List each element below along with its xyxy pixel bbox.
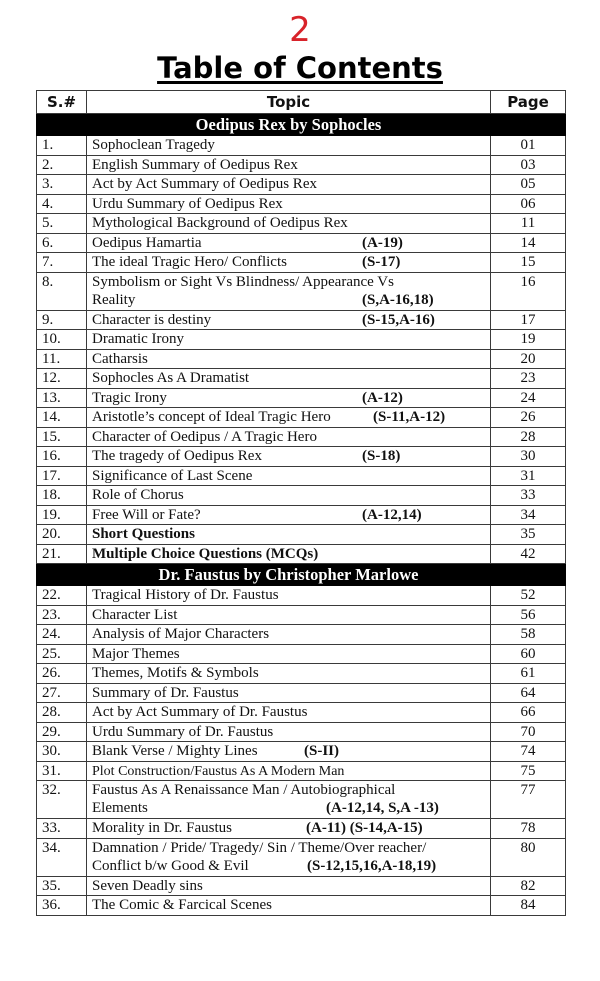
row-topic — [87, 175, 491, 195]
toc-row — [37, 233, 566, 253]
row-number: 13. — [37, 388, 87, 408]
topic-line — [92, 545, 490, 563]
row-number: 19. — [37, 505, 87, 525]
exam-tag: (A-19) — [362, 234, 403, 251]
topic-line — [92, 839, 490, 857]
row-page: 24 — [491, 388, 566, 408]
topic-line — [92, 525, 490, 543]
row-topic — [87, 214, 491, 234]
topic-line — [92, 467, 490, 485]
row-page: 15 — [491, 253, 566, 273]
row-topic — [87, 194, 491, 214]
row-number: 11. — [37, 349, 87, 369]
row-page: 52 — [491, 586, 566, 606]
topic-text: Plot Construction/Faustus As A Modern Man — [92, 763, 345, 779]
row-number: 4. — [37, 194, 87, 214]
toc-row — [37, 388, 566, 408]
topic-line — [92, 606, 490, 624]
toc-row — [37, 175, 566, 195]
toc-row — [37, 742, 566, 762]
row-number: 7. — [37, 253, 87, 273]
topic-text: Oedipus Hamartia — [92, 234, 202, 251]
row-number: 29. — [37, 722, 87, 742]
row-page: 77 — [491, 781, 566, 819]
header-row — [37, 91, 566, 114]
topic-text: Faustus As A Renaissance Man / Autobiographical — [92, 782, 396, 798]
toc-row — [37, 703, 566, 723]
topic-text: The ideal Tragic Hero/ Conflicts — [92, 254, 287, 270]
topic-text: Short Questions — [92, 526, 195, 542]
toc-row — [37, 896, 566, 916]
row-page: 78 — [491, 819, 566, 839]
row-topic — [87, 896, 491, 916]
row-topic — [87, 703, 491, 723]
row-topic — [87, 272, 491, 310]
row-number: 15. — [37, 427, 87, 447]
toc-row — [37, 466, 566, 486]
row-number: 1. — [37, 136, 87, 156]
row-topic — [87, 605, 491, 625]
row-topic — [87, 505, 491, 525]
row-topic — [87, 486, 491, 506]
topic-line — [92, 273, 490, 291]
topic-line — [92, 645, 490, 663]
toc-row — [37, 330, 566, 350]
topic-line — [92, 799, 490, 817]
topic-text: Blank Verse / Mighty Lines — [92, 743, 258, 759]
topic-line — [92, 684, 490, 702]
exam-tag: (A-11) (S-14,A-15) — [306, 820, 423, 836]
row-number: 35. — [37, 876, 87, 896]
row-page: 34 — [491, 505, 566, 525]
row-page: 42 — [491, 544, 566, 564]
row-page: 31 — [491, 466, 566, 486]
topic-line — [92, 428, 490, 446]
row-number: 10. — [37, 330, 87, 350]
toc-row — [37, 253, 566, 273]
row-page: 03 — [491, 155, 566, 175]
row-number: 14. — [37, 408, 87, 428]
row-number: 24. — [37, 625, 87, 645]
section-title: Dr. Faustus by Christopher Marlowe — [87, 564, 491, 586]
topic-text: Aristotle’s concept of Ideal Tragic Hero — [92, 409, 331, 425]
toc-row — [37, 408, 566, 428]
row-page: 20 — [491, 349, 566, 369]
exam-tag: (S-18) — [362, 448, 401, 464]
toc-row — [37, 683, 566, 703]
row-number: 8. — [37, 272, 87, 310]
topic-line — [92, 350, 490, 368]
row-number: 34. — [37, 838, 87, 876]
row-topic — [87, 388, 491, 408]
topic-line — [92, 311, 490, 329]
toc-row — [37, 349, 566, 369]
row-page: 61 — [491, 664, 566, 684]
toc-row — [37, 310, 566, 330]
toc-row — [37, 369, 566, 389]
row-topic — [87, 155, 491, 175]
topic-line — [92, 781, 490, 799]
toc-row — [37, 876, 566, 896]
toc-row — [37, 644, 566, 664]
row-number: 3. — [37, 175, 87, 195]
row-number: 5. — [37, 214, 87, 234]
topic-line — [92, 877, 490, 895]
row-page: 66 — [491, 703, 566, 723]
header-topic: Topic — [87, 91, 491, 114]
topic-line — [92, 506, 490, 524]
row-topic — [87, 625, 491, 645]
row-page: 06 — [491, 194, 566, 214]
row-topic — [87, 447, 491, 467]
exam-tag: (S-11,A-12) — [373, 409, 446, 425]
row-page: 33 — [491, 486, 566, 506]
section-page-cell — [491, 114, 566, 136]
page-number: 2 — [289, 10, 311, 50]
topic-text: Significance of Last Scene — [92, 467, 253, 484]
row-topic — [87, 876, 491, 896]
topic-text: Symbolism or Sight Vs Blindness/ Appearance Vs — [92, 273, 394, 290]
row-page: 64 — [491, 683, 566, 703]
topic-line — [92, 156, 490, 174]
toc-row — [37, 761, 566, 781]
row-page: 82 — [491, 876, 566, 896]
topic-text: Morality in Dr. Faustus — [92, 820, 233, 836]
topic-line — [92, 586, 490, 604]
row-topic — [87, 233, 491, 253]
toc-row — [37, 781, 566, 819]
row-topic — [87, 742, 491, 762]
topic-text: Elements — [92, 800, 148, 816]
row-topic — [87, 310, 491, 330]
row-topic — [87, 408, 491, 428]
toc-row — [37, 544, 566, 564]
topic-text: The tragedy of Oedipus Rex — [92, 448, 262, 464]
row-topic — [87, 722, 491, 742]
row-number: 26. — [37, 664, 87, 684]
topic-line — [92, 234, 490, 252]
row-page: 70 — [491, 722, 566, 742]
row-number: 23. — [37, 605, 87, 625]
topic-line — [92, 896, 490, 914]
toc-row — [37, 722, 566, 742]
row-page: 84 — [491, 896, 566, 916]
row-number: 12. — [37, 369, 87, 389]
row-topic — [87, 427, 491, 447]
section-sn-cell — [37, 114, 87, 136]
section-header — [37, 114, 566, 136]
row-topic — [87, 330, 491, 350]
row-number: 27. — [37, 683, 87, 703]
row-page: 14 — [491, 233, 566, 253]
section-title: Oedipus Rex by Sophocles — [87, 114, 491, 136]
toc-row — [37, 272, 566, 310]
row-page: 74 — [491, 742, 566, 762]
toc-row — [37, 194, 566, 214]
row-topic — [87, 761, 491, 781]
row-number: 21. — [37, 544, 87, 564]
topic-line — [92, 175, 490, 193]
row-topic — [87, 369, 491, 389]
row-number: 28. — [37, 703, 87, 723]
topic-text: Act by Act Summary of Dr. Faustus — [92, 704, 308, 720]
row-topic — [87, 544, 491, 564]
row-number: 2. — [37, 155, 87, 175]
row-page: 56 — [491, 605, 566, 625]
topic-line — [92, 703, 490, 721]
exam-tag: (A-12) — [362, 389, 403, 406]
row-page: 35 — [491, 525, 566, 545]
row-number: 25. — [37, 644, 87, 664]
topic-text: Sophoclean Tragedy — [92, 137, 215, 153]
row-number: 22. — [37, 586, 87, 606]
toc-row — [37, 505, 566, 525]
row-topic — [87, 349, 491, 369]
topic-text: Major Themes — [92, 645, 180, 662]
topic-line — [92, 762, 490, 780]
topic-line — [92, 486, 490, 504]
row-number: 31. — [37, 761, 87, 781]
row-number: 18. — [37, 486, 87, 506]
row-number: 9. — [37, 310, 87, 330]
toc-row — [37, 486, 566, 506]
row-page: 05 — [491, 175, 566, 195]
toc-row — [37, 214, 566, 234]
section-page-cell — [491, 564, 566, 586]
topic-text: Multiple Choice Questions (MCQs) — [92, 545, 319, 562]
row-number: 16. — [37, 447, 87, 467]
row-page: 80 — [491, 838, 566, 876]
row-page: 17 — [491, 310, 566, 330]
row-page: 75 — [491, 761, 566, 781]
contents-table — [36, 90, 566, 916]
topic-text: Themes, Motifs & Symbols — [92, 665, 259, 681]
row-topic — [87, 683, 491, 703]
toc-row — [37, 447, 566, 467]
topic-line — [92, 625, 490, 643]
row-number: 36. — [37, 896, 87, 916]
topic-line — [92, 136, 490, 154]
page-title: Table of Contents — [157, 51, 443, 85]
topic-line — [92, 291, 490, 309]
toc-row — [37, 586, 566, 606]
row-page: 28 — [491, 427, 566, 447]
row-topic — [87, 466, 491, 486]
topic-text: Analysis of Major Characters — [92, 626, 270, 642]
topic-line — [92, 195, 490, 213]
row-page: 26 — [491, 408, 566, 428]
topic-text: Damnation / Pride/ Tragedy/ Sin / Theme/Over reacher/ — [92, 839, 427, 856]
row-page: 16 — [491, 272, 566, 310]
topic-line — [92, 330, 490, 348]
section-sn-cell — [37, 564, 87, 586]
toc-row — [37, 136, 566, 156]
header-page: Page — [491, 91, 566, 114]
exam-tag: (S,A-16,18) — [362, 291, 434, 308]
row-number: 32. — [37, 781, 87, 819]
header-sn: S.# — [37, 91, 87, 114]
topic-text: The Comic & Farcical Scenes — [92, 897, 272, 913]
row-topic — [87, 838, 491, 876]
row-page: 30 — [491, 447, 566, 467]
topic-line — [92, 408, 490, 426]
topic-line — [92, 664, 490, 682]
exam-tag: (A-12,14) — [362, 506, 422, 523]
topic-text: Dramatic Irony — [92, 331, 185, 347]
topic-line — [92, 819, 490, 837]
topic-text: Tragical History of Dr. Faustus — [92, 587, 279, 603]
topic-line — [92, 742, 490, 760]
row-topic — [87, 525, 491, 545]
toc-row — [37, 605, 566, 625]
exam-tag: (A-12,14, S,A -13) — [326, 800, 439, 816]
toc-row — [37, 819, 566, 839]
topic-line — [92, 369, 490, 387]
topic-line — [92, 253, 490, 271]
topic-text: Sophocles As A Dramatist — [92, 370, 250, 386]
toc-row — [37, 155, 566, 175]
row-number: 17. — [37, 466, 87, 486]
topic-text: Urdu Summary of Oedipus Rex — [92, 195, 283, 212]
row-page: 58 — [491, 625, 566, 645]
topic-text: Act by Act Summary of Oedipus Rex — [92, 176, 317, 192]
toc-row — [37, 664, 566, 684]
row-topic — [87, 781, 491, 819]
row-page: 23 — [491, 369, 566, 389]
topic-line — [92, 389, 490, 407]
topic-line — [92, 447, 490, 465]
topic-text: Character of Oedipus / A Tragic Hero — [92, 428, 317, 445]
exam-tag: (S-12,15,16,A-18,19) — [307, 857, 437, 874]
exam-tag: (S-15,A-16) — [362, 311, 435, 328]
topic-text: Mythological Background of Oedipus Rex — [92, 215, 348, 231]
topic-text: Free Will or Fate? — [92, 506, 201, 523]
topic-text: Character is destiny — [92, 311, 212, 328]
row-page: 11 — [491, 214, 566, 234]
topic-line — [92, 214, 490, 232]
toc-row — [37, 525, 566, 545]
row-number: 30. — [37, 742, 87, 762]
toc-row — [37, 838, 566, 876]
row-topic — [87, 253, 491, 273]
row-topic — [87, 644, 491, 664]
topic-text: Catharsis — [92, 350, 148, 367]
row-topic — [87, 586, 491, 606]
topic-text: English Summary of Oedipus Rex — [92, 156, 298, 173]
row-topic — [87, 664, 491, 684]
row-number: 20. — [37, 525, 87, 545]
topic-text: Reality — [92, 291, 136, 308]
exam-tag: (S-17) — [362, 254, 401, 270]
section-header — [37, 564, 566, 586]
topic-text: Tragic Irony — [92, 389, 167, 406]
row-page: 01 — [491, 136, 566, 156]
row-number: 33. — [37, 819, 87, 839]
row-topic — [87, 819, 491, 839]
topic-line — [92, 857, 490, 875]
exam-tag: (S-II) — [304, 743, 340, 759]
topic-text: Role of Chorus — [92, 487, 184, 503]
topic-text: Summary of Dr. Faustus — [92, 684, 239, 701]
row-topic — [87, 136, 491, 156]
row-page: 19 — [491, 330, 566, 350]
topic-text: Seven Deadly sins — [92, 877, 203, 894]
toc-row — [37, 625, 566, 645]
toc-row — [37, 427, 566, 447]
topic-line — [92, 723, 490, 741]
topic-text: Conflict b/w Good & Evil — [92, 857, 249, 874]
row-page: 60 — [491, 644, 566, 664]
row-number: 6. — [37, 233, 87, 253]
contents-body — [37, 114, 566, 916]
topic-text: Character List — [92, 606, 178, 623]
topic-text: Urdu Summary of Dr. Faustus — [92, 723, 274, 740]
